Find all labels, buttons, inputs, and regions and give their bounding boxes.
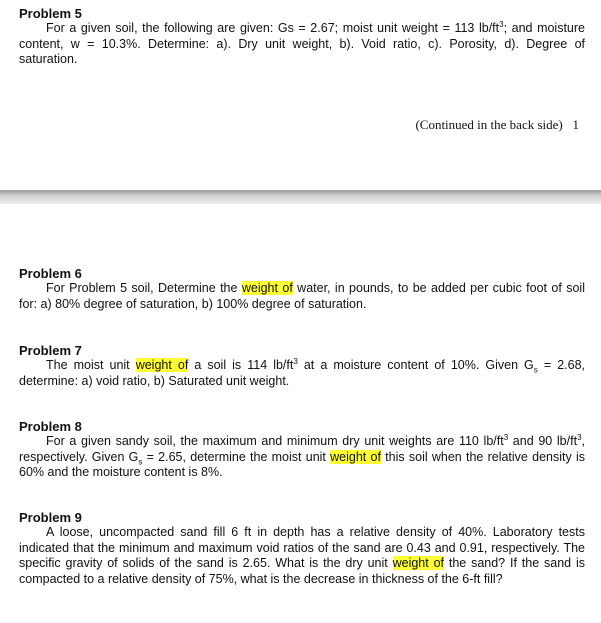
problem-8 — [19, 419, 585, 481]
highlight: weight of — [135, 358, 189, 372]
page-divider — [0, 190, 601, 204]
problem-6-text: For Problem 5 soil, Determine the weight of water, in pounds, to be added per cubic foot of soil for: a) 80% degree of saturation, b) 100% degree of saturation. — [19, 281, 585, 311]
problem-6-title: Problem 6 — [19, 266, 82, 281]
page-number: 1 — [572, 117, 579, 132]
problem-7-text: The moist unit weight of a soil is 114 $lb/ft^3$ at a moisture content of 10%. Given $G_s = 2.68$, determine: a) void ratio, b) Saturated unit weight. — [19, 356, 585, 388]
problem-9-title: Problem 9 — [19, 510, 82, 525]
problem-8-text: For a given sandy soil, the maximum and minimum dry unit weights are 110 $lb/ft^3$ and 90 $lb/ft^3$, respectively. Given $G_s = 2.65$, determine the moist unit weight of this soil when the relative density is 60% and the moisture content is 8%. — [19, 432, 585, 479]
highlight: weight of — [241, 281, 293, 295]
page-1 — [0, 0, 601, 190]
problem-9 — [19, 510, 585, 587]
problem-7-title: Problem 7 — [19, 343, 82, 358]
problem-7 — [19, 343, 585, 389]
problem-8-title: Problem 8 — [19, 419, 82, 434]
problem-5-text: For a given soil, the following are given: Gs = 2.67; moist unit weight = 113 $lb/ft^3$; and moisture content, w = 10.3%. Determine: a). Dry unit weight, b). Void ratio, c). Porosity, d). Degree of saturation. — [19, 19, 585, 66]
continued-note: (Continued in the back side) 1 — [415, 117, 579, 132]
highlight: weight of — [330, 449, 381, 464]
problem-6 — [19, 266, 585, 312]
problem-5-title: Problem 5 — [19, 6, 82, 21]
problem-9-text: A loose, uncompacted sand fill 6 ft in depth has a relative density of 40%. Laboratory tests indicated that the minimum and maximum void ratios of the sand are 0.43 and 0.91, respectively. The specific gravity of solids of the sand is 2.65. What is the dry unit weight of the sand? If the sand is compacted to a relative density of 75%, what is the decrease in thickness of the 6-ft fill? — [19, 525, 585, 586]
problem-5 — [19, 6, 585, 68]
highlight: weight of — [392, 556, 444, 570]
page-2 — [0, 204, 601, 623]
